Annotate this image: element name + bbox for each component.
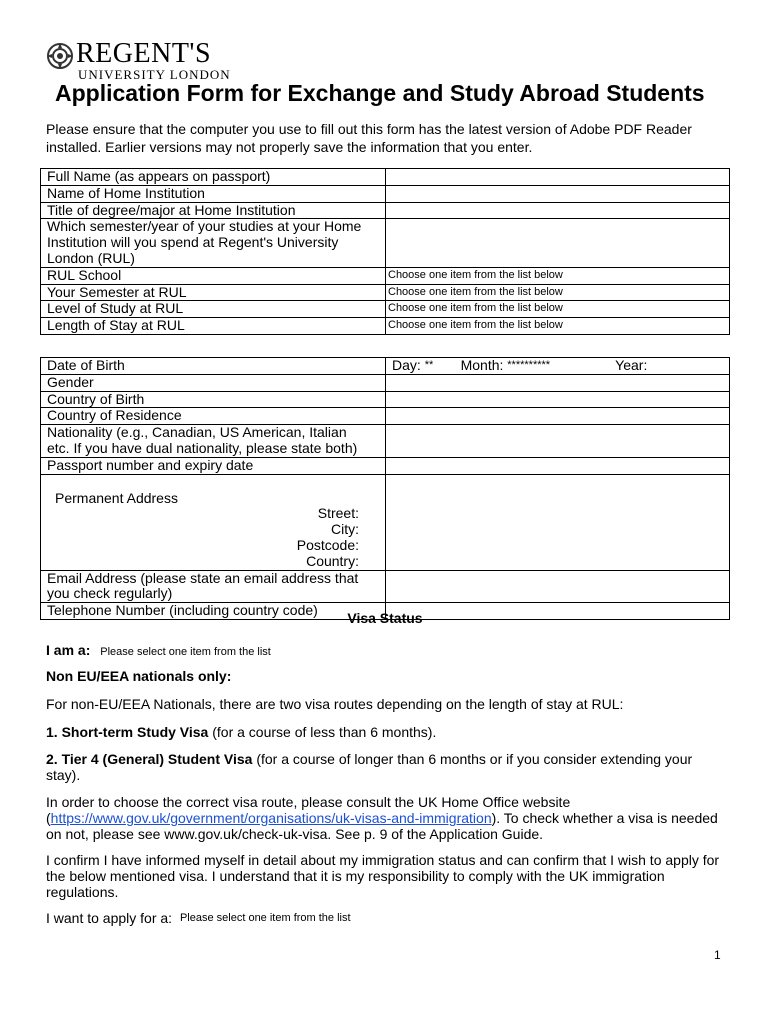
passport-input[interactable] [386,457,730,474]
logo-wordmark: REGENT'S [76,38,212,69]
postcode-label: Postcode: [296,536,359,553]
year-label: Year: [615,357,648,373]
length-select[interactable]: Choose one item from the list below [386,318,730,335]
page-title: Application Form for Exchange and Study Abroad Students [55,80,705,106]
semester-question-input[interactable] [386,219,730,267]
passport-label: Passport number and expiry date [41,457,386,474]
month-label: Month: [460,357,504,373]
i-am-a-row [46,642,726,660]
logo-subtitle: UNIVERSITY LONDON [78,67,231,82]
route-2 [46,751,726,783]
personal-details-table [40,357,730,620]
permanent-address-label: Permanent Address [55,489,178,506]
apply-row [46,910,726,926]
nationality-line1: Nationality (e.g., Canadian, US American, Italian [47,424,347,441]
dob-label: Date of Birth [41,358,386,375]
day-label: Day: [392,357,421,373]
full-name-label: Full Name (as appears on passport) [41,169,386,186]
gender-input[interactable] [386,374,730,391]
consult-text-2: ). To check whether a visa is needed on not, please see www.gov.uk/check-uk-visa. See p. 9 of the Application Guide. [46,810,718,842]
apply-label: I want to apply for a: [46,910,173,926]
full-name-input[interactable] [386,169,730,186]
visa-routes-text: For non-EU/EEA Nationals, there are two visa routes depending on the length of stay at RUL: [46,696,624,712]
page-number: 1 [714,948,721,962]
gender-label: Gender [41,374,386,391]
route-2-title: 2. Tier 4 (General) Student Visa [46,751,253,767]
study-details-table [40,168,730,335]
semester-rul-label: Your Semester at RUL [41,284,386,301]
rose-emblem-icon [46,42,74,70]
route-1-desc: (for a course of less than 6 months). [208,724,437,740]
rul-school-select[interactable]: Choose one item from the list below [386,267,730,284]
degree-label: Title of degree/major at Home Institution [41,202,386,219]
semester-question-line2: Institution will you spend at Regent's University [47,234,339,251]
email-line1: Email Address (please state an email address that [47,569,359,586]
city-label: City: [331,521,359,538]
street-label: Street: [317,505,359,522]
email-line2: you check regularly) [47,585,173,602]
country-residence-label: Country of Residence [41,408,386,425]
country-residence-input[interactable] [386,408,730,425]
email-label [41,570,386,603]
route-1-title: 1. Short-term Study Visa [46,724,209,740]
country-label: Country: [306,552,359,569]
nationality-line2: etc. If you have dual nationality, please state both) [47,439,358,456]
consult-text-1: In order to choose the correct visa route, please consult the UK Home Office website ( [46,794,571,826]
phone-label: Telephone Number (including country code) [41,603,386,620]
semester-question-label [41,219,386,267]
level-select[interactable]: Choose one item from the list below [386,301,730,318]
home-institution-label: Name of Home Institution [41,185,386,202]
country-birth-input[interactable] [386,391,730,408]
confirm-paragraph: I confirm I have informed myself in detail about my immigration status and can confirm that I wish to apply for the below mentioned visa. I understand that it is my responsibility to comply with the UK immigration regulations. [46,852,720,900]
visa-status-heading: Visa Status [347,610,423,626]
day-input[interactable]: ** [424,359,434,371]
address-input[interactable] [386,474,730,570]
rul-school-label: RUL School [41,267,386,284]
nationality-label [41,425,386,458]
regents-logo [46,40,246,82]
address-lines [47,506,379,569]
intro-text: Please ensure that the computer you use to fill out this form has the latest version of Adobe PDF Reader installed. Earlier versions may not properly save the information that you enter. [46,121,692,155]
nationality-input[interactable] [386,425,730,458]
semester-question-line1: Which semester/year of your studies at your Home [47,218,362,235]
level-label: Level of Study at RUL [41,301,386,318]
apply-select[interactable]: Please select one item from the list [179,912,351,924]
i-am-a-label: I am a: [46,642,91,658]
email-input[interactable] [386,570,730,603]
home-office-link[interactable]: https://www.gov.uk/government/organisations/uk-visas-and-immigration [50,810,492,826]
i-am-a-select[interactable]: Please select one item from the list [100,646,271,658]
route-1 [46,724,726,740]
country-birth-label: Country of Birth [41,391,386,408]
semester-rul-select[interactable]: Choose one item from the list below [386,284,730,301]
semester-question-line3: London (RUL) [47,249,135,266]
dob-field [386,358,730,375]
non-eu-heading: Non EU/EEA nationals only: [46,668,232,684]
address-label [41,474,386,570]
length-label: Length of Stay at RUL [41,318,386,335]
home-institution-input[interactable] [386,185,730,202]
month-input[interactable]: ********** [507,359,551,371]
route-2-desc: (for a course of longer than 6 months or if you consider extending your stay). [46,751,693,783]
degree-input[interactable] [386,202,730,219]
consult-paragraph [46,794,726,842]
